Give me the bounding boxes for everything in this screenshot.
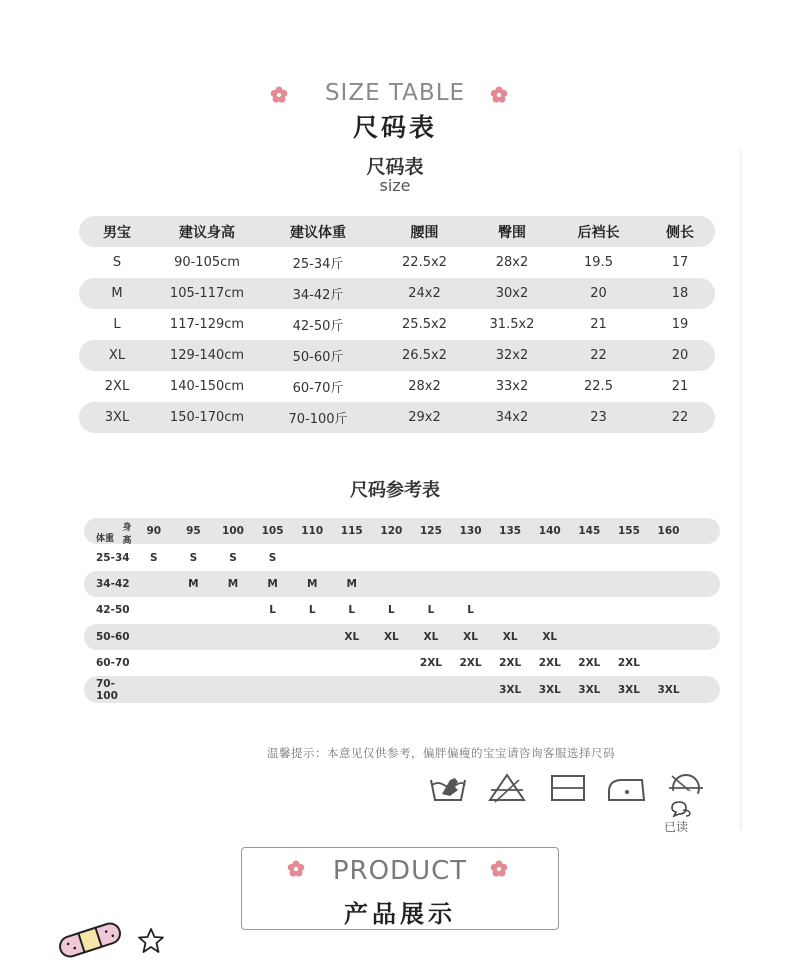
reference-row [84, 624, 720, 650]
hand-wash-icon [428, 772, 468, 804]
table-cell: 19 [671, 317, 689, 332]
bandaid-icon [56, 920, 124, 960]
size-cell: 3XL [617, 683, 640, 696]
table-cell: 31.5x2 [489, 317, 535, 332]
table-row [79, 402, 715, 433]
size-cell: L [308, 604, 316, 617]
column-header: 侧长 [666, 224, 694, 241]
table-cell: 60-70斤 [292, 381, 344, 396]
size-cell: S [229, 551, 237, 564]
table-cell: 150-170cm [169, 410, 245, 425]
size-section-subtitle: size [379, 176, 411, 195]
corner-height-label: 身高 [122, 523, 132, 547]
product-banner [241, 847, 559, 930]
table-row [79, 371, 715, 402]
column-header: 腰围 [410, 224, 439, 241]
table-cell: 2XL [104, 379, 130, 394]
chat-icon [669, 800, 693, 818]
size-cell: S [150, 551, 158, 564]
no-bleach-icon [487, 772, 527, 804]
size-cell: 2XL [538, 657, 561, 670]
table-cell: 22 [590, 348, 607, 363]
column-header: 男宝 [103, 224, 131, 241]
size-table-title-cn: 尺码表 [352, 113, 437, 142]
size-cell: 2XL [419, 657, 442, 670]
size-cell: L [467, 604, 474, 617]
table-cell: 17 [671, 255, 689, 270]
reference-row [84, 544, 720, 570]
table-cell: 25.5x2 [402, 317, 447, 332]
flower-icon [490, 86, 508, 104]
star-icon [136, 926, 166, 956]
size-cell: XL [502, 630, 518, 643]
height-header: 95 [186, 525, 201, 538]
size-cell: L [427, 604, 435, 617]
weight-label: 34-42 [96, 577, 130, 590]
size-cell: 2XL [617, 657, 640, 670]
height-header: 130 [459, 525, 482, 538]
reference-table-header [84, 518, 720, 547]
table-cell: 30x2 [495, 286, 529, 301]
table-cell: L [113, 317, 121, 332]
table-cell: 22.5 [584, 379, 613, 394]
size-cell: L [348, 604, 356, 617]
table-cell: 42-50斤 [292, 319, 344, 334]
table-cell: 28x2 [408, 379, 441, 394]
table-cell: 22 [671, 410, 689, 425]
table-cell: 70-100斤 [288, 412, 348, 427]
size-cell: M [267, 577, 278, 590]
weight-label: 42-50 [96, 604, 130, 617]
table-cell: 18 [671, 286, 689, 301]
reference-section-title: 尺码参考表 [350, 480, 440, 501]
table-cell: 140-150cm [169, 379, 245, 394]
table-row [79, 340, 715, 371]
corner-weight-label: 体重 [96, 534, 115, 545]
height-header: 140 [538, 525, 561, 538]
size-cell: 3XL [657, 683, 680, 696]
product-title-en: PRODUCT [332, 856, 468, 886]
table-cell: 3XL [104, 410, 130, 425]
size-cell: XL [423, 630, 439, 643]
height-header: 155 [617, 525, 640, 538]
column-header: 臀围 [498, 224, 526, 241]
height-header: 120 [380, 525, 403, 538]
size-cell: 3XL [538, 683, 561, 696]
table-cell: 23 [590, 410, 607, 425]
table-cell: 20 [671, 348, 689, 363]
weight-label: 25-34 [96, 551, 130, 564]
size-cell: 3XL [578, 683, 601, 696]
table-cell: 34x2 [495, 410, 529, 425]
table-row [79, 278, 715, 309]
size-cell: XL [344, 630, 360, 643]
table-cell: M [111, 286, 123, 301]
chat-widget-label: 已读 [664, 820, 689, 834]
table-cell: 90-105cm [174, 255, 240, 270]
table-cell: 22.5x2 [402, 255, 447, 270]
reference-row [84, 571, 720, 597]
corner-label [84, 518, 134, 547]
size-table-header [79, 216, 715, 247]
table-cell: 105-117cm [169, 286, 245, 301]
size-cell: XL [463, 630, 478, 643]
column-header: 建议身高 [179, 224, 235, 241]
size-cell: 2XL [578, 657, 601, 670]
table-cell: 19.5 [584, 255, 613, 270]
height-header: 105 [261, 525, 284, 538]
table-row [79, 309, 715, 340]
size-section-title: 尺码表 [366, 156, 424, 178]
table-cell: 25-34斤 [292, 257, 344, 272]
height-header: 90 [146, 525, 162, 538]
weight-label: 60-70 [96, 657, 130, 670]
size-table-title-en: SIZE TABLE [324, 80, 466, 106]
size-cell: 3XL [499, 683, 522, 696]
tumble-dry-icon [548, 772, 588, 804]
height-header: 100 [222, 525, 244, 538]
table-cell: 28x2 [495, 255, 529, 270]
table-cell: XL [108, 348, 126, 363]
table-cell: 29x2 [408, 410, 441, 425]
table-cell: 21 [671, 379, 689, 394]
table-cell: 24x2 [408, 286, 441, 301]
size-cell: L [388, 604, 395, 617]
column-header: 建议体重 [290, 224, 346, 241]
size-cell: L [269, 604, 276, 617]
weight-label: 70-100 [96, 677, 118, 702]
size-cell: M [227, 577, 239, 590]
table-cell: 117-129cm [169, 317, 245, 332]
tip-text: 温馨提示：本意见仅供参考，偏胖偏瘦的宝宝请咨询客服选择尺码 [267, 746, 615, 760]
height-header: 135 [499, 525, 522, 538]
table-cell: 34-42斤 [292, 288, 344, 303]
table-cell: 21 [590, 317, 607, 332]
height-header: 125 [419, 525, 442, 538]
size-cell: M [346, 577, 357, 590]
size-cell: M [188, 577, 199, 590]
reference-row [84, 650, 720, 676]
size-cell: XL [383, 630, 399, 643]
table-cell: 129-140cm [169, 348, 245, 363]
size-table [79, 216, 715, 433]
table-cell: 26.5x2 [402, 348, 447, 363]
reference-row [84, 597, 720, 623]
reference-table [84, 518, 720, 703]
table-row [79, 247, 715, 278]
reference-row [84, 676, 720, 702]
table-cell: S [112, 255, 122, 270]
height-header: 145 [578, 525, 601, 538]
size-cell: 2XL [499, 657, 522, 670]
table-cell: 20 [590, 286, 607, 301]
table-cell: 50-60斤 [292, 350, 344, 365]
table-cell: 33x2 [495, 379, 529, 394]
size-cell: S [268, 551, 277, 564]
height-header: 160 [657, 525, 680, 538]
column-header: 后裆长 [577, 224, 620, 241]
product-title-cn: 产品展示 [344, 900, 456, 928]
height-header: 110 [301, 525, 324, 538]
height-header: 115 [340, 525, 363, 538]
weight-label: 50-60 [96, 630, 130, 643]
iron-low-icon [606, 772, 646, 804]
size-cell: S [189, 551, 198, 564]
table-cell: 32x2 [495, 348, 529, 363]
flower-icon [490, 860, 508, 878]
size-cell: M [306, 577, 318, 590]
size-cell: 2XL [459, 657, 482, 670]
size-cell: XL [542, 630, 558, 643]
